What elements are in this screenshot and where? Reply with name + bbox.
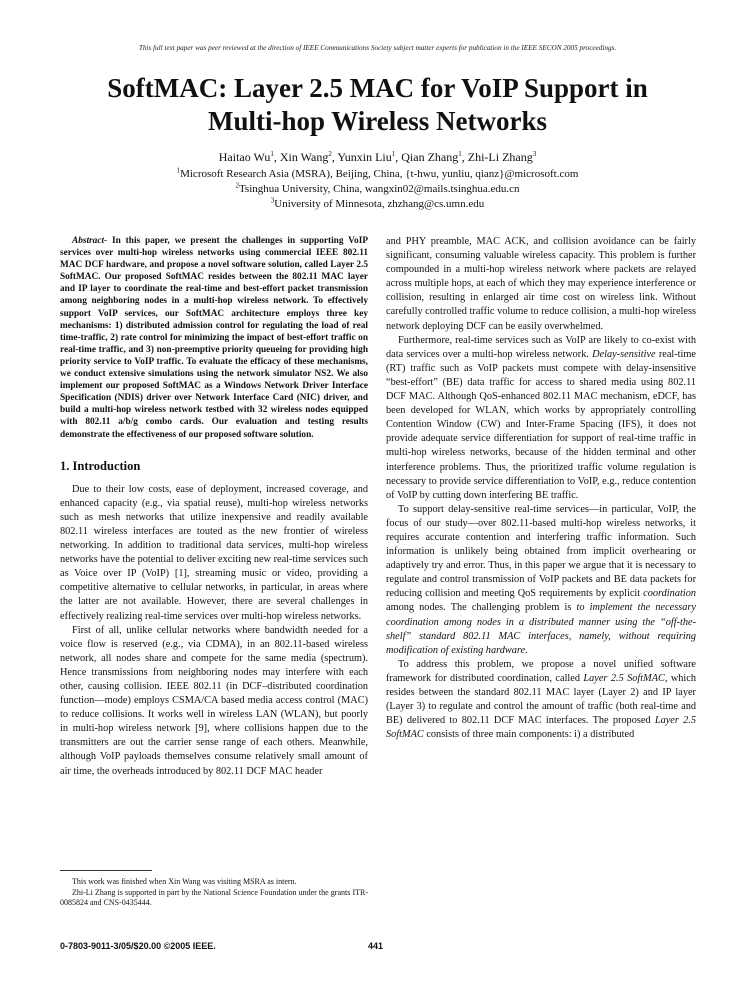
abstract	[60, 235, 368, 441]
left-column	[60, 235, 368, 779]
abstract-text: In this paper, we present the challenges in supporting VoIP services over multi-hop wireless networks using commercial IEEE 802.11 MAC DCF hardware, and propose a novel software solution, called Layer 2.5 SoftMAC. Our proposed SoftMAC resides between the 802.11 MAC layer and IP layer to coordinate the real-time and best-effort packet transmission among neighboring nodes in a multi-hop wireless network. To effectively support VoIP services, our SoftMAC architecture employs three key mechanisms: 1) distributed admission control for regulating the load of real time-traffic, 2) rate control for minimizing the impact of best-effort traffic on real-time traffic, and 3) non-preemptive priority queueing for providing high priority service to VoIP traffic. To evaluate the efficacy of these mechanisms, we conduct extensive simulations using the network simulator NS2. We also implement our proposed SoftMAC as a Windows Network Driver Interface Specification (NDIS) driver over Network Interface Card (NIC) driver, and build a multi-hop wireless network testbed with 32 wireless nodes equipped with 802.11 a/b/g combo cards. Our evaluation and testing results demonstrate the effectiveness of our proposed software solution.	[60, 236, 368, 440]
title-line-2: Multi-hop Wireless Networks	[207, 106, 547, 136]
footnotes	[60, 870, 368, 909]
author: Zhi-Li Zhang$^3$	[467, 150, 537, 164]
affiliation-3: $^3$University of Minnesota, zhzhang@cs.umn.edu	[270, 196, 485, 210]
footnote-1: This work was finished when Xin Wang was visiting MSRA as intern.	[72, 877, 297, 886]
page-number: 441	[368, 941, 384, 951]
abstract-label: Abstract-	[72, 236, 108, 246]
right-paragraph-4: To address this problem, we propose a novel unified software framework for distributed coordination, called Layer 2.5 SoftMAC, which resides between the standard 802.11 MAC layer (Layer 2) and IP layer (Layer 3) to regulate and control the amount of traffic (both real-time and BE) delivered to 802.11 DCF MAC interfaces. The proposed Layer 2.5 SoftMAC consists of three main components: i) a distributed	[386, 658, 697, 741]
author-list	[0, 150, 755, 165]
author: Yunxin Liu$^1$,	[337, 150, 402, 164]
right-paragraph-1: and PHY preamble, MAC ACK, and collision avoidance can be fairly significant, consuming valuable wireless capacity. This problem is further compounded in a multi-hop wireless network where packets are relayed across multiple hops, at each of which they may experience interference or collision, resulting in enlarged air time cost on wireless link. Without carefully controlled traffic volume to reduce collision, a multi-hop wireless network deploying DCF can be easily overwhelmed.	[386, 236, 696, 332]
title-line-1: SoftMAC: Layer 2.5 MAC for VoIP Support in	[107, 73, 648, 103]
copyright-line: 0-7803-9011-3/05/$20.00 ©2005 IEEE.	[60, 941, 216, 951]
footnote-2: Zhi-Li Zhang is supported in part by the National Science Foundation under the grants ITR-0085824 and CNS-0435444.	[60, 887, 368, 907]
right-column	[386, 235, 696, 742]
intro-paragraph-2: First of all, unlike cellular networks where bandwidth needed for a voice flow is reserved (e.g., via CDMA), in an 802.11-based wireless network, all nodes share and compete for the same media (spectrum). Hence transmissions from neighboring nodes may interfere with each other, causing collision. IEEE 802.11 (in DCF–distributed coordination function—mode) employs CSMA/CA based media access control (MAC) to reduce collisions. It works well in wireless LAN (WLAN), but poorly in multi-hop wireless network [9], where collisions happen due to the transmitters are out the carrier sense range of each others. Meanwhile, although VoIP payloads themselves consume relatively small amount of air time, the overheads introduced by 802.11 DCF MAC header	[60, 624, 368, 777]
author: Haitao Wu$^1$,	[218, 150, 280, 164]
affiliation-2: $^2$Tsinghua University, China, wangxin02@mails.tsinghua.edu.cn	[235, 181, 520, 195]
section-heading-introduction: 1. Introduction	[60, 458, 141, 473]
author: Xin Wang$^2$,	[279, 150, 338, 164]
right-paragraph-3: To support delay-sensitive real-time services—in particular, VoIP, the focus of our study—over 802.11-based multi-hop wireless networks, it requires accurate contention and interfering traffic information. Such information is unlikely being obtained from implicit overhearing or adaptively try and error. Thus, in this paper we argue that it is necessary to regulate and control transmission of VoIP packets and BE data packets for reducing collision and meeting QoS requirements by explicit coordination among nodes. The challenging problem is to implement the necessary coordination among nodes in a distributed manner using the “off-the-shelf” standard 802.11 MAC interfaces, namely, without requiring modification of existing hardware.	[386, 503, 696, 656]
header-note: This full text paper was peer reviewed at the direction of IEEE Communications Society subject matter experts for publication in the IEEE SECON 2005 proceedings.	[138, 44, 617, 52]
right-paragraph-2: Furthermore, real-time services such as VoIP are likely to co-exist with data services over a multi-hop wireless network. Delay-sensitive real-time (RT) traffic such as VoIP packets must compete with delay-insensitive “best-effort” (BE) data traffic for access to shared media using 802.11 DCF MAC. Although QoS-enhanced 802.11 MAC mechanism, eDCF, has been developed for WLAN, which works by appropriately controlling Contention Window (CW) and Inter-Frame Spacing (IFS), it does not provide adequate service differentiation for support of real-time traffic in multi-hop wireless networks, because of the hidden terminal and other interference problems. Thus, the prioritized traffic volume regulation is necessary to provide service differentiation to VoIP, e.g., reduce contention of VoIP by cutting down interfering BE traffic.	[386, 334, 696, 501]
intro-paragraph-1: Due to their low costs, ease of deployment, increased coverage, and enhanced capacity (e.g., via spatial reuse), multi-hop wireless networks such as mesh networks that utilize inexpensive and readily available 802.11 wireless interfaces are touted as the new frontier of wireless networking. In addition to traditional data services, multi-hop wireless networks have the potential to deliver exciting new real-time services such as Voice over IP (VoIP) [1], streaming music or video, providing a competitive alternative to cellular networks, in particular, in areas where the latter are not available. However, there are several challenges in effectively realizing real-time services over multi-hop wireless networks.	[60, 483, 368, 622]
author: Qian Zhang$^1$,	[401, 150, 468, 164]
footnote-divider	[60, 870, 152, 871]
affiliation-1: $^1$Microsoft Research Asia (MSRA), Beijing, China, {t-hwu, yunliu, qianz}@microsoft.com	[176, 166, 579, 180]
paper-title	[40, 72, 715, 138]
